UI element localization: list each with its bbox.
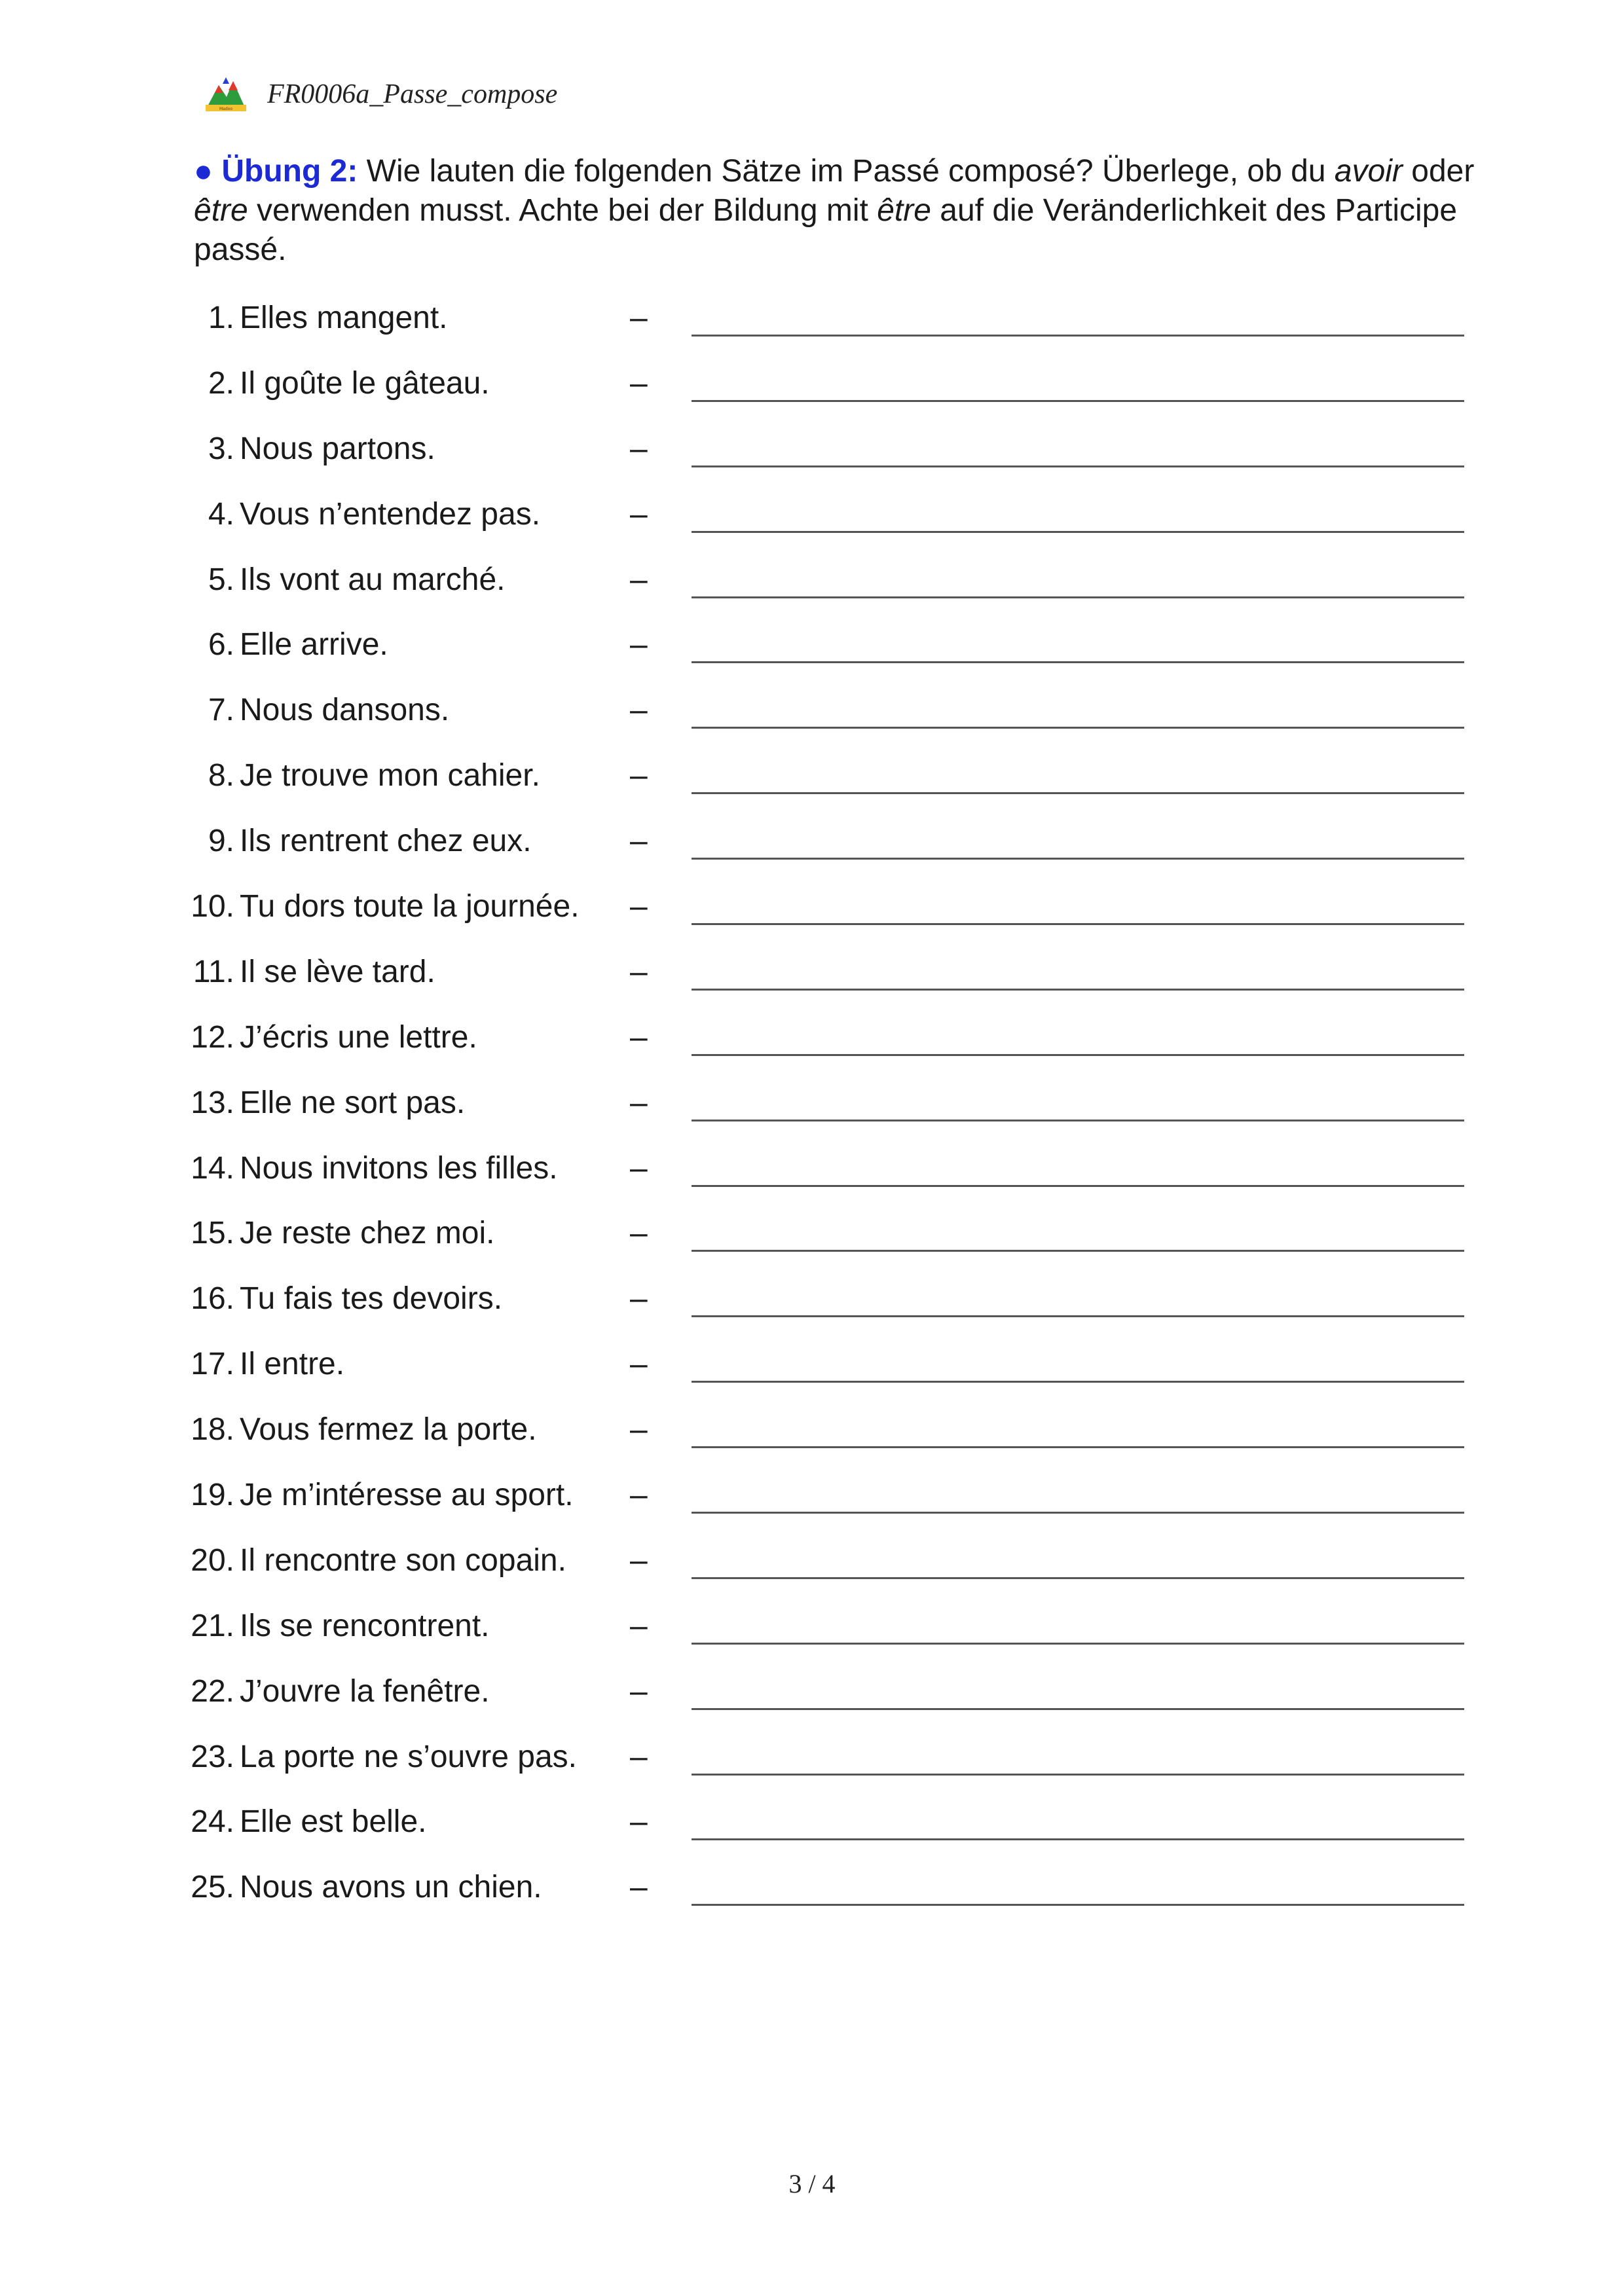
- item-dash: –: [630, 954, 648, 989]
- item-number: 13.: [191, 1085, 234, 1120]
- answer-line[interactable]: [692, 1250, 1464, 1252]
- item-number: 5.: [208, 562, 234, 597]
- item-dash: –: [630, 301, 648, 335]
- exercise-item: [0, 1072, 1624, 1137]
- item-sentence: Nous dansons.: [240, 693, 450, 728]
- item-sentence: Nous avons un chien.: [240, 1870, 542, 1905]
- exercise-item: [0, 1006, 1624, 1072]
- item-sentence: J’ouvre la fenêtre.: [240, 1673, 490, 1709]
- item-number: 11.: [193, 954, 234, 989]
- answer-line[interactable]: [692, 1381, 1464, 1383]
- item-number: 10.: [191, 889, 234, 924]
- answer-line[interactable]: [692, 335, 1464, 337]
- item-number: 16.: [191, 1281, 234, 1317]
- item-number: 18.: [191, 1412, 234, 1448]
- item-sentence: J’écris une lettre.: [240, 1019, 477, 1055]
- page-header: [204, 71, 557, 118]
- item-sentence: Elle est belle.: [240, 1804, 427, 1840]
- exercise-item: [0, 744, 1624, 810]
- answer-line[interactable]: [692, 1512, 1464, 1514]
- item-dash: –: [630, 1870, 648, 1905]
- item-number: 1.: [208, 301, 234, 335]
- item-number: 14.: [191, 1150, 234, 1186]
- item-dash: –: [630, 1281, 648, 1317]
- exercise-item: [0, 287, 1624, 352]
- answer-line[interactable]: [692, 1315, 1464, 1317]
- answer-line[interactable]: [692, 661, 1464, 663]
- exercise-item: [0, 1726, 1624, 1791]
- answer-line[interactable]: [692, 1185, 1464, 1187]
- item-dash: –: [630, 1019, 648, 1055]
- item-dash: –: [630, 1412, 648, 1448]
- item-sentence: Ils vont au marché.: [240, 562, 506, 597]
- item-sentence: Je reste chez moi.: [240, 1216, 495, 1251]
- item-sentence: Nous partons.: [240, 431, 435, 466]
- item-sentence: Il entre.: [240, 1347, 345, 1382]
- answer-line[interactable]: [692, 989, 1464, 991]
- item-sentence: Je trouve mon cahier.: [240, 758, 540, 793]
- answer-line[interactable]: [692, 1120, 1464, 1121]
- answer-line[interactable]: [692, 923, 1464, 925]
- item-dash: –: [630, 1216, 648, 1251]
- answer-line[interactable]: [692, 727, 1464, 729]
- instruction-text-2: oder: [1402, 154, 1475, 189]
- answer-line[interactable]: [692, 1643, 1464, 1645]
- answer-line[interactable]: [692, 792, 1464, 794]
- instruction-etre-1: être: [194, 193, 248, 228]
- item-dash: –: [630, 627, 648, 663]
- item-number: 22.: [191, 1673, 234, 1709]
- item-dash: –: [630, 824, 648, 859]
- instruction-avoir: avoir: [1334, 154, 1403, 189]
- answer-line[interactable]: [692, 596, 1464, 598]
- exercise-item: [0, 1529, 1624, 1595]
- bullet-icon: ●: [194, 154, 213, 189]
- answer-line[interactable]: [692, 1838, 1464, 1840]
- item-number: 17.: [191, 1347, 234, 1382]
- item-number: 9.: [208, 824, 234, 859]
- document-id: FR0006a_Passe_compose: [267, 79, 558, 109]
- mountain-logo-icon: [204, 76, 248, 113]
- item-sentence: Il goûte le gâteau.: [240, 365, 490, 401]
- instruction-text-1: Wie lauten die folgenden Sätze im Passé composé? Überlege, ob du: [358, 154, 1335, 189]
- exercise-list: [0, 287, 1624, 1922]
- item-dash: –: [630, 1347, 648, 1382]
- item-dash: –: [630, 758, 648, 793]
- item-sentence: Je m’intéresse au sport.: [240, 1478, 574, 1513]
- item-number: 25.: [191, 1870, 234, 1905]
- item-sentence: Ils rentrent chez eux.: [240, 824, 532, 859]
- item-dash: –: [630, 496, 648, 532]
- item-sentence: La porte ne s’ouvre pas.: [240, 1739, 577, 1774]
- answer-line[interactable]: [692, 1708, 1464, 1710]
- item-dash: –: [630, 1478, 648, 1513]
- item-dash: –: [630, 1608, 648, 1643]
- exercise-item: [0, 1137, 1624, 1203]
- item-sentence: Ils se rencontrent.: [240, 1608, 490, 1643]
- item-sentence: Tu dors toute la journée.: [240, 889, 580, 924]
- item-number: 7.: [208, 693, 234, 728]
- answer-line[interactable]: [692, 1904, 1464, 1906]
- item-number: 23.: [191, 1739, 234, 1774]
- item-sentence: Tu fais tes devoirs.: [240, 1281, 503, 1317]
- exercise-item: [0, 549, 1624, 614]
- item-number: 8.: [208, 758, 234, 793]
- exercise-item: [0, 810, 1624, 875]
- exercise-item: [0, 875, 1624, 941]
- exercise-item: [0, 1595, 1624, 1660]
- exercise-item: [0, 352, 1624, 418]
- item-dash: –: [630, 1673, 648, 1709]
- answer-line[interactable]: [692, 465, 1464, 467]
- answer-line[interactable]: [692, 858, 1464, 860]
- item-dash: –: [630, 693, 648, 728]
- exercise-item: [0, 483, 1624, 549]
- answer-line[interactable]: [692, 1774, 1464, 1776]
- svg-text:Madoo: Madoo: [219, 107, 233, 111]
- item-sentence: Elle ne sort pas.: [240, 1085, 466, 1120]
- item-sentence: Il rencontre son copain.: [240, 1542, 566, 1578]
- exercise-item: [0, 941, 1624, 1006]
- item-number: 6.: [208, 627, 234, 663]
- answer-line[interactable]: [692, 1054, 1464, 1056]
- item-dash: –: [630, 889, 648, 924]
- item-number: 12.: [191, 1019, 234, 1055]
- page-number: 3 / 4: [788, 2169, 836, 2198]
- exercise-item: [0, 1791, 1624, 1856]
- exercise-item: [0, 418, 1624, 483]
- exercise-item: [0, 679, 1624, 744]
- item-sentence: Vous fermez la porte.: [240, 1412, 537, 1448]
- item-number: 24.: [191, 1804, 234, 1840]
- exercise-item: [0, 1464, 1624, 1529]
- instruction-text-4: auf die Veränderlichkeit des Participe passé.: [194, 193, 1458, 267]
- item-dash: –: [630, 562, 648, 597]
- item-number: 15.: [191, 1216, 234, 1251]
- item-dash: –: [630, 1739, 648, 1774]
- exercise-item: [0, 1856, 1624, 1922]
- item-number: 21.: [191, 1608, 234, 1643]
- item-sentence: Vous n’entendez pas.: [240, 496, 541, 532]
- answer-line[interactable]: [692, 400, 1464, 402]
- item-number: 20.: [191, 1542, 234, 1578]
- item-dash: –: [630, 1085, 648, 1120]
- answer-line[interactable]: [692, 1577, 1464, 1579]
- item-dash: –: [630, 431, 648, 466]
- item-sentence: Il se lève tard.: [240, 954, 435, 989]
- exercise-item: [0, 1660, 1624, 1726]
- exercise-label: Übung 2:: [221, 154, 358, 189]
- exercise-item: [0, 1333, 1624, 1398]
- item-sentence: Nous invitons les filles.: [240, 1150, 558, 1186]
- answer-line[interactable]: [692, 1446, 1464, 1448]
- exercise-item: [0, 1202, 1624, 1267]
- item-sentence: Elles mangent.: [240, 301, 448, 335]
- exercise-item: [0, 613, 1624, 679]
- instruction-text-3: verwenden musst. Achte bei der Bildung mit: [248, 193, 877, 228]
- exercise-instructions: [194, 152, 1484, 270]
- item-dash: –: [630, 365, 648, 401]
- exercise-item: [0, 1267, 1624, 1333]
- instruction-etre-2: être: [877, 193, 931, 228]
- answer-line[interactable]: [692, 531, 1464, 533]
- item-dash: –: [630, 1804, 648, 1840]
- item-number: 4.: [208, 496, 234, 532]
- item-number: 2.: [208, 365, 234, 401]
- item-number: 19.: [191, 1478, 234, 1513]
- item-sentence: Elle arrive.: [240, 627, 388, 663]
- item-number: 3.: [208, 431, 234, 466]
- exercise-item: [0, 1398, 1624, 1464]
- item-dash: –: [630, 1542, 648, 1578]
- item-dash: –: [630, 1150, 648, 1186]
